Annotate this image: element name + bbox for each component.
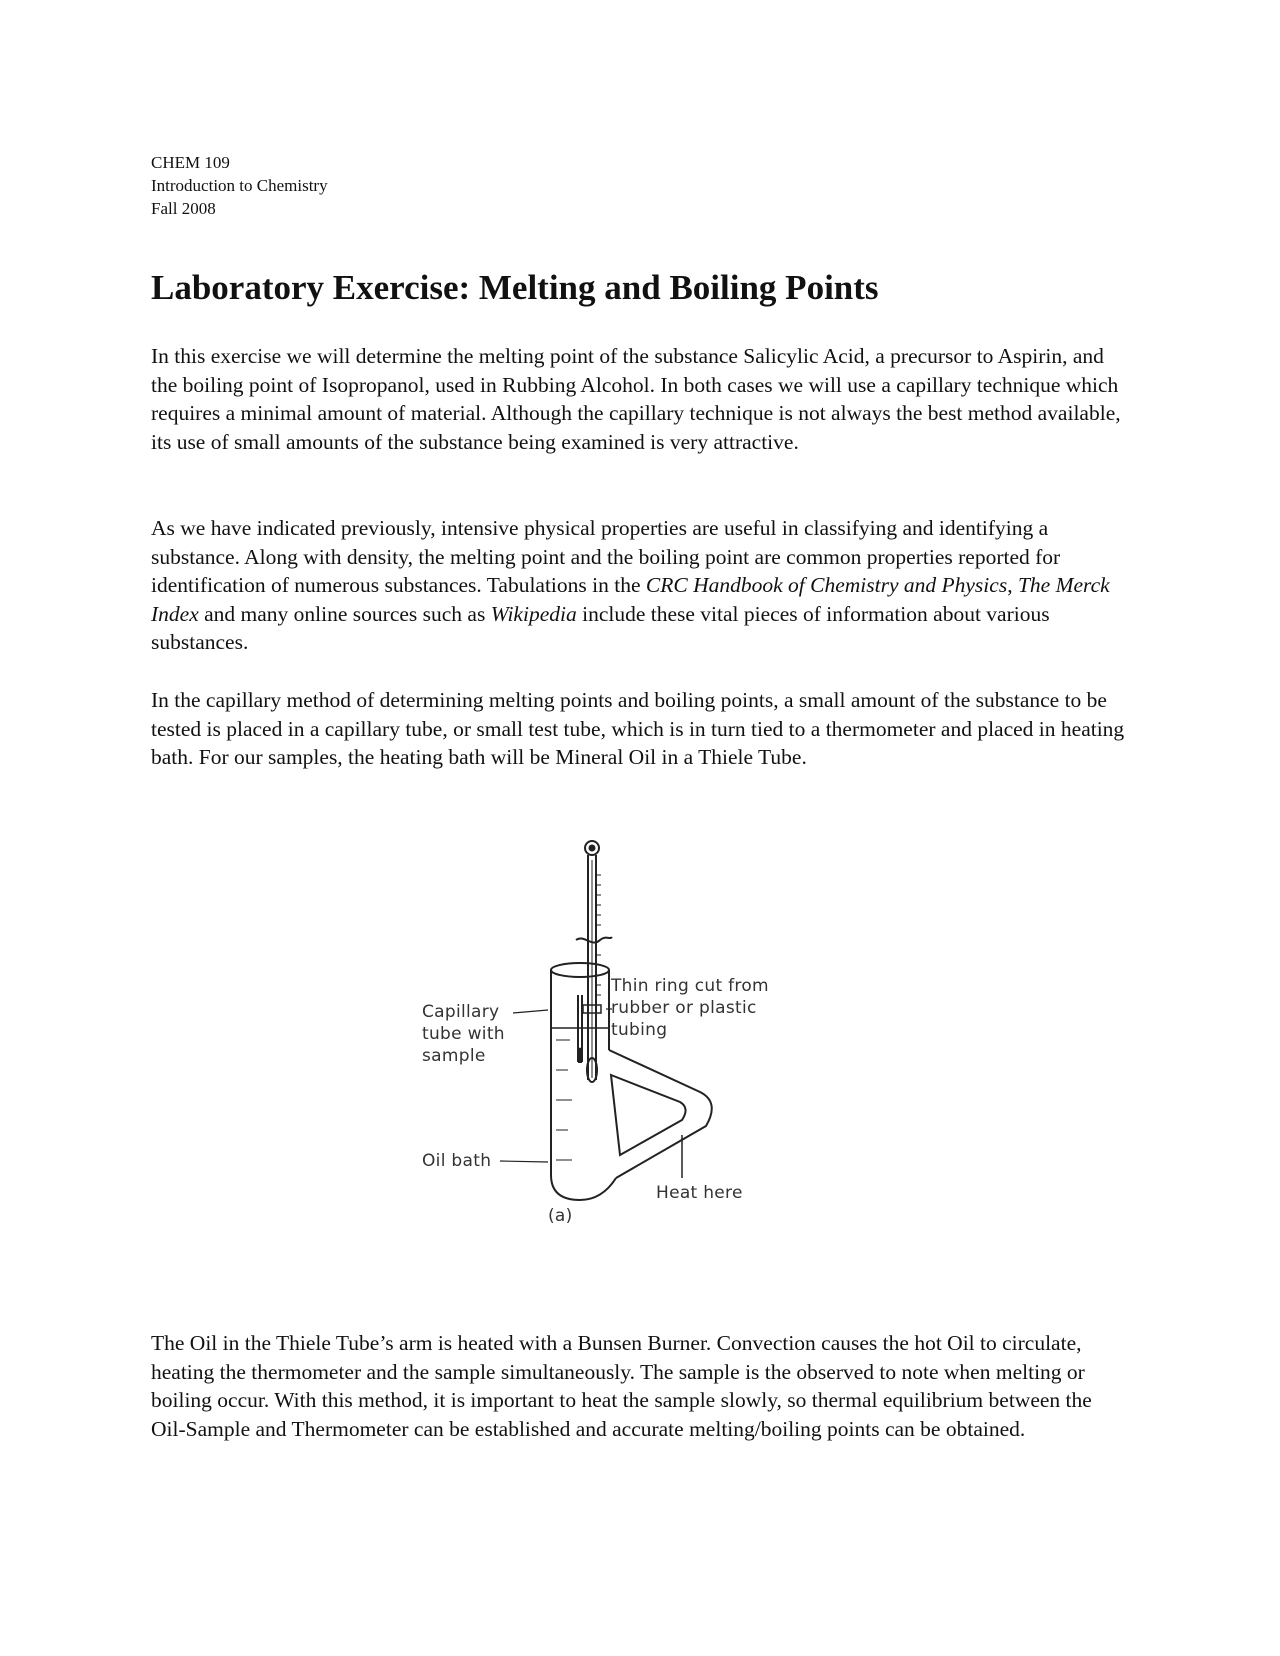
label-heat-here: Heat here	[656, 1183, 743, 1203]
course-code: CHEM 109	[151, 153, 230, 172]
label-capillary-1: Capillary	[422, 1002, 500, 1022]
p2-text-4: include these vital pieces of information about various substances.	[151, 601, 1050, 654]
label-oil-bath: Oil bath	[422, 1151, 492, 1171]
course-term: Fall 2008	[151, 199, 216, 218]
p2-text-1: As we have indicated previously, intensive physical properties are useful in classifying and identifying a substance. Along with density, the melting point and the boiling point are common properties reported for identification of numerous substances. Tabulations in the	[151, 516, 1061, 597]
heating-paragraph: The Oil in the Thiele Tube’s arm is heated with a Bunsen Burner. Convection causes the hot Oil to circulate, heating the thermometer and the sample simultaneously. The sample is the observed to note when melting or boiling occur. With this method, it is important to heat the sample slowly, so thermal equilibrium between the Oil-Sample and Thermometer can be established and accurate melting/boiling points can be obtained.	[151, 1331, 1092, 1441]
intro-paragraph: In this exercise we will determine the melting point of the substance Salicylic Acid, a precursor to Aspirin, and the boiling point of Isopropanol, used in Rubbing Alcohol. In both cases we will use a capillary technique which requires a minimal amount of material. Although the capillary technique is not always the best method available, its use of small amounts of the substance being examined is very attractive.	[151, 344, 1121, 454]
page-title: Laboratory Exercise: Melting and Boiling Points	[151, 268, 879, 307]
label-thin-ring-3: tubing	[611, 1020, 668, 1040]
thiele-tube-diagram	[380, 830, 860, 1310]
crc-handbook-title: CRC Handbook of Chemistry and Physics	[645, 573, 1008, 597]
p2-text-2: ,	[1007, 573, 1018, 597]
properties-paragraph	[151, 514, 1131, 657]
thiele-tube-drawing	[500, 841, 712, 1200]
label-thin-ring-1: Thin ring cut from	[611, 976, 769, 996]
thiele-tube-figure	[380, 830, 860, 1310]
course-name: Introduction to Chemistry	[151, 176, 328, 195]
label-capillary-3: sample	[422, 1046, 486, 1066]
p2-text-3: and many online sources such as	[198, 601, 491, 626]
wikipedia-title: Wikipedia	[490, 601, 577, 626]
capillary-method-paragraph: In the capillary method of determining melting points and boiling points, a small amount of the substance to be tested is placed in a capillary tube, or small test tube, which is in turn tied to a thermometer and placed in heating bath. For our samples, the heating bath will be Mineral Oil in a Thiele Tube.	[151, 688, 1125, 769]
merck-index-title: The Merck Index	[151, 573, 1110, 626]
label-thin-ring-2: rubber or plastic	[611, 998, 757, 1018]
figure-caption: (a)	[548, 1206, 573, 1226]
course-header	[151, 151, 328, 220]
label-capillary-2: tube with	[422, 1024, 505, 1044]
